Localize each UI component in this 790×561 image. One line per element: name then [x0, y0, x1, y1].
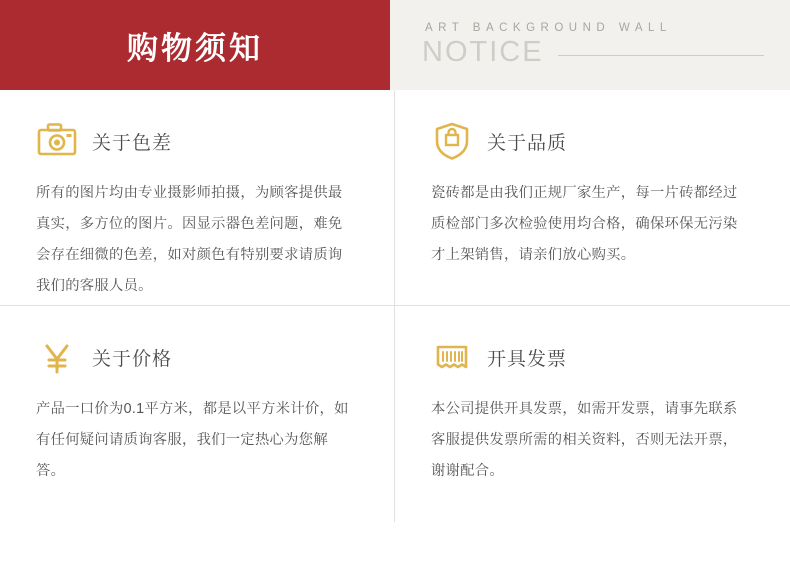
section-body: 本公司提供开具发票，如需开发票，请事先联系客服提供发票所需的相关资料，否则无法开票，谢谢配合。: [431, 401, 738, 479]
header-right-block: [390, 0, 790, 90]
notice-section-color: [0, 90, 395, 306]
notice-section-invoice: [395, 306, 790, 522]
section-title: 开具发票: [487, 348, 568, 370]
section-title: 关于色差: [92, 132, 173, 154]
notice-section-price: [0, 306, 395, 522]
yen-price-icon: [36, 336, 78, 378]
section-body: 所有的图片均由专业摄影师拍摄，为顾客提供最真实，多方位的图片。因显示器色差问题，难免会存在细微的色差，如对颜色有特别要求请质询我们的客服人员。: [36, 185, 343, 294]
invoice-icon: [431, 336, 473, 378]
header-red-block: [0, 0, 390, 90]
section-title: 关于价格: [92, 348, 173, 370]
section-header: [36, 118, 352, 164]
section-header: [431, 118, 748, 164]
page-title: 购物须知: [127, 30, 263, 66]
section-header: [36, 334, 352, 380]
notice-grid: [0, 90, 790, 561]
header-notice-row: [422, 36, 790, 69]
header-divider-line: [558, 55, 764, 56]
shield-quality-icon: [431, 120, 473, 162]
section-header: [431, 334, 748, 380]
section-body: 产品一口价为0.1平方米，都是以平方米计价，如有任何疑问请质询客服，我们一定热心为您解答。: [36, 401, 349, 479]
header-subtitle-en: ART BACKGROUND WALL: [425, 21, 672, 34]
section-body: 瓷砖都是由我们正规厂家生产，每一片砖都经过质检部门多次检验使用均合格，确保环保无污染才上架销售，请亲们放心购买。: [431, 185, 738, 263]
page-header: [0, 0, 790, 90]
notice-section-quality: [395, 90, 790, 306]
camera-icon: [36, 120, 78, 162]
section-title: 关于品质: [487, 132, 568, 154]
header-notice-en: NOTICE: [422, 35, 544, 68]
